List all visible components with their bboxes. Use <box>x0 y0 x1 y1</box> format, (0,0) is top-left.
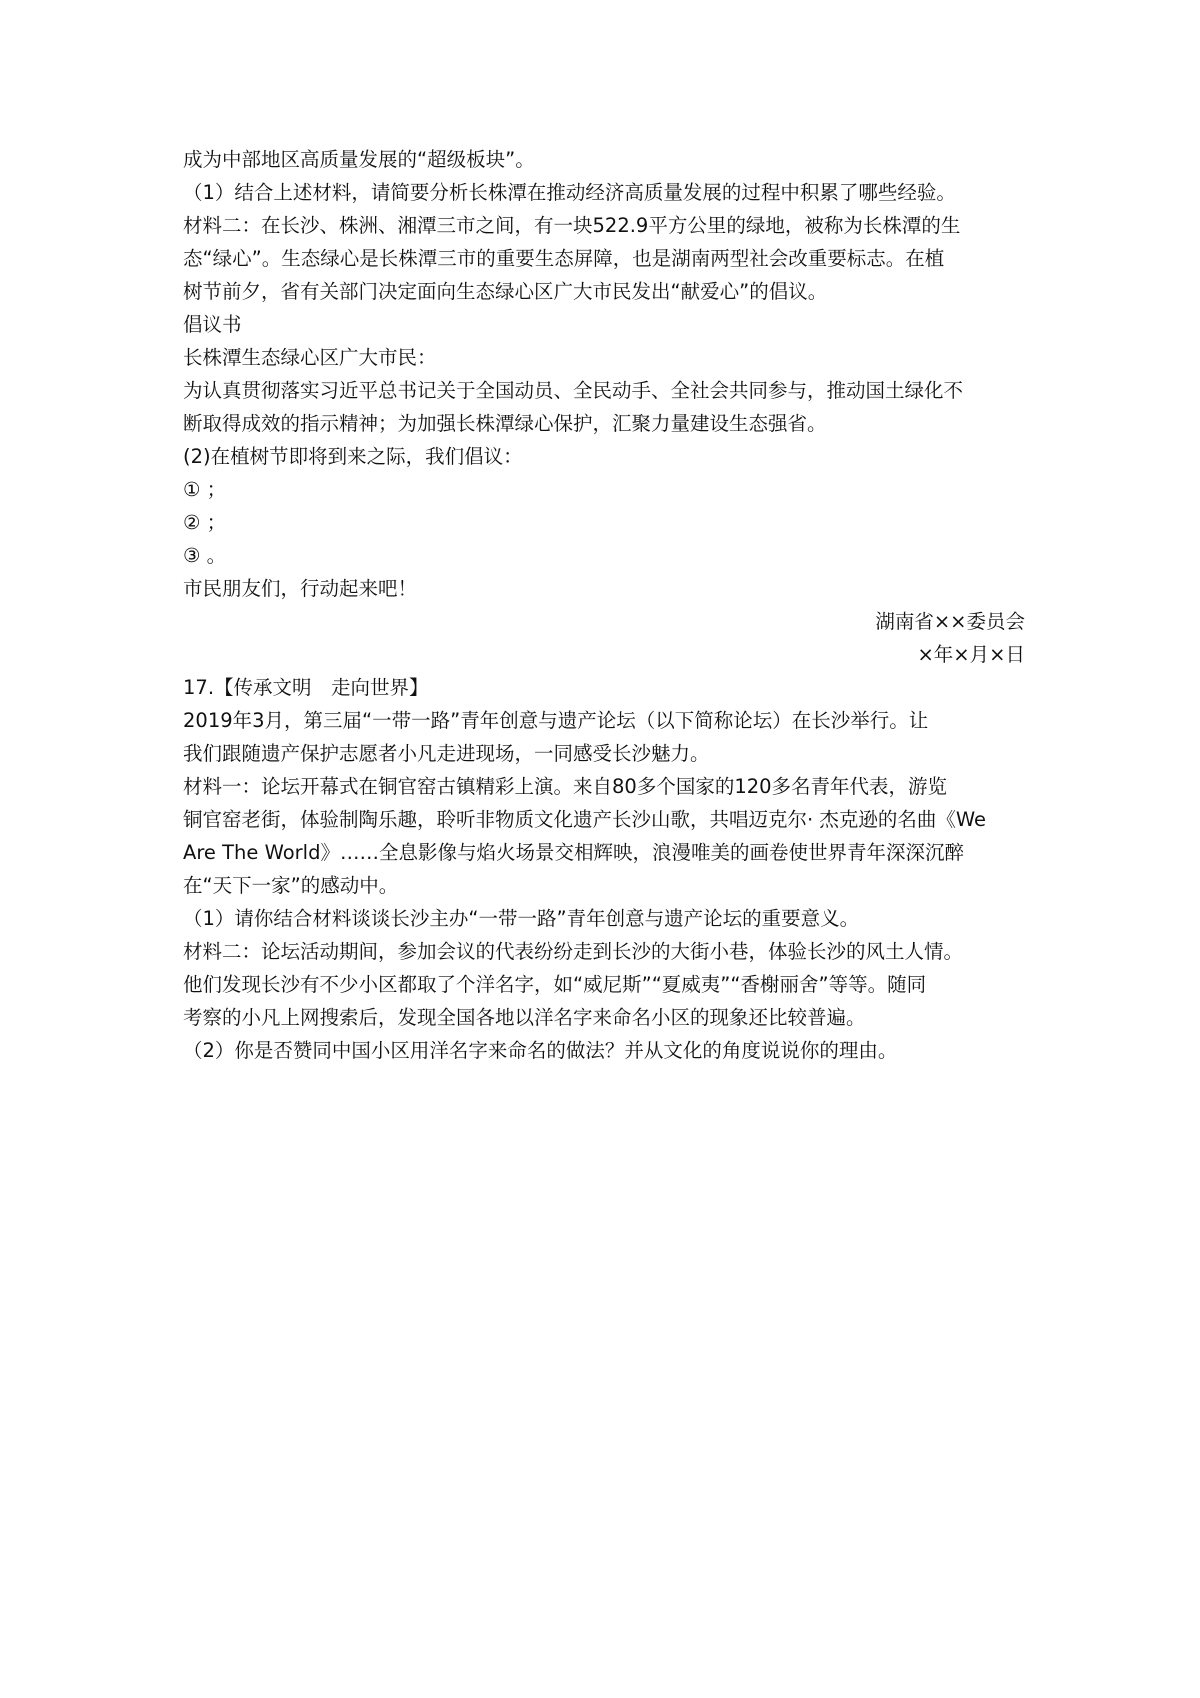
proposal-item-1: ① ； <box>183 478 227 501</box>
document-body <box>183 143 1025 1067</box>
question-17-1: （1）请你结合材料谈谈长沙主办“一带一路”青年创意与遗产论坛的重要意义。 <box>183 907 860 930</box>
proposal-closing: 市民朋友们，行动起来吧！ <box>183 577 418 600</box>
question-1: （1）结合上述材料，请简要分析长株潭在推动经济高质量发展的过程中积累了哪些经验。 <box>183 181 956 204</box>
material-1-line-4: 在“天下一家”的感动中。 <box>183 874 399 897</box>
question-17-2: （2）你是否赞同中国小区用洋名字来命名的做法？并从文化的角度说说你的理由。 <box>183 1039 898 1062</box>
intro-line-2: 我们跟随遗产保护志愿者小凡走进现场，一同感受长沙魅力。 <box>183 742 710 765</box>
material-1-line-2: 铜官窑老街，体验制陶乐趣，聆听非物质文化遗产长沙山歌，共唱迈克尔· 杰克逊的名曲《We <box>183 808 987 831</box>
signature-date: ×年×月×日 <box>917 643 1025 666</box>
material-2b-line-3: 考察的小凡上网搜索后，发现全国各地以洋名字来命名小区的现象还比较普遍。 <box>183 1006 866 1029</box>
proposal-salutation: 长株潭生态绿心区广大市民： <box>183 346 437 369</box>
material-2-line-2: 态“绿心”。生态绿心是长株潭三市的重要生态屏障，也是湖南两型社会改重要标志。在植 <box>183 247 945 270</box>
proposal-body-line-2: 断取得成效的指示精神；为加强长株潭绿心保护，汇聚力量建设生态强省。 <box>183 412 827 435</box>
material-2b-line-1: 材料二：论坛活动期间，参加会议的代表纷纷走到长沙的大街小巷，体验长沙的风土人情。 <box>183 940 964 963</box>
question-2-prompt: (2)在植树节即将到来之际，我们倡议： <box>183 445 523 468</box>
material-2-line-1: 材料二：在长沙、株洲、湘潭三市之间，有一块522.9平方公里的绿地，被称为长株潭的生 <box>183 214 961 237</box>
material-2-line-3: 树节前夕，省有关部门决定面向生态绿心区广大市民发出“献爱心”的倡议。 <box>183 280 828 303</box>
proposal-body-line-1: 为认真贯彻落实习近平总书记关于全国动员、全民动手、全社会共同参与，推动国土绿化不 <box>183 379 964 402</box>
proposal-title: 倡议书 <box>183 313 242 336</box>
proposal-item-3: ③ 。 <box>183 544 227 567</box>
signature-organization: 湖南省××委员会 <box>875 610 1025 633</box>
intro-line-1: 2019年3月，第三届“一带一路”青年创意与遗产论坛（以下简称论坛）在长沙举行。让 <box>183 709 929 732</box>
proposal-item-2: ② ； <box>183 511 227 534</box>
material-1-line-1: 材料一：论坛开幕式在铜官窑古镇精彩上演。来自80多个国家的120多名青年代表，游览 <box>183 775 948 798</box>
material-1-line-3: Are The World》……全息影像与焰火场景交相辉映，浪漫唯美的画卷使世界青年深深沉醉 <box>183 841 964 864</box>
section-heading-17: 17.【传承文明 走向世界】 <box>183 676 429 699</box>
material-2b-line-2: 他们发现长沙有不少小区都取了个洋名字，如“威尼斯”“夏威夷”“香榭丽舍”等等。随同 <box>183 973 927 996</box>
text-line: 成为中部地区高质量发展的“超级板块”。 <box>183 148 535 171</box>
